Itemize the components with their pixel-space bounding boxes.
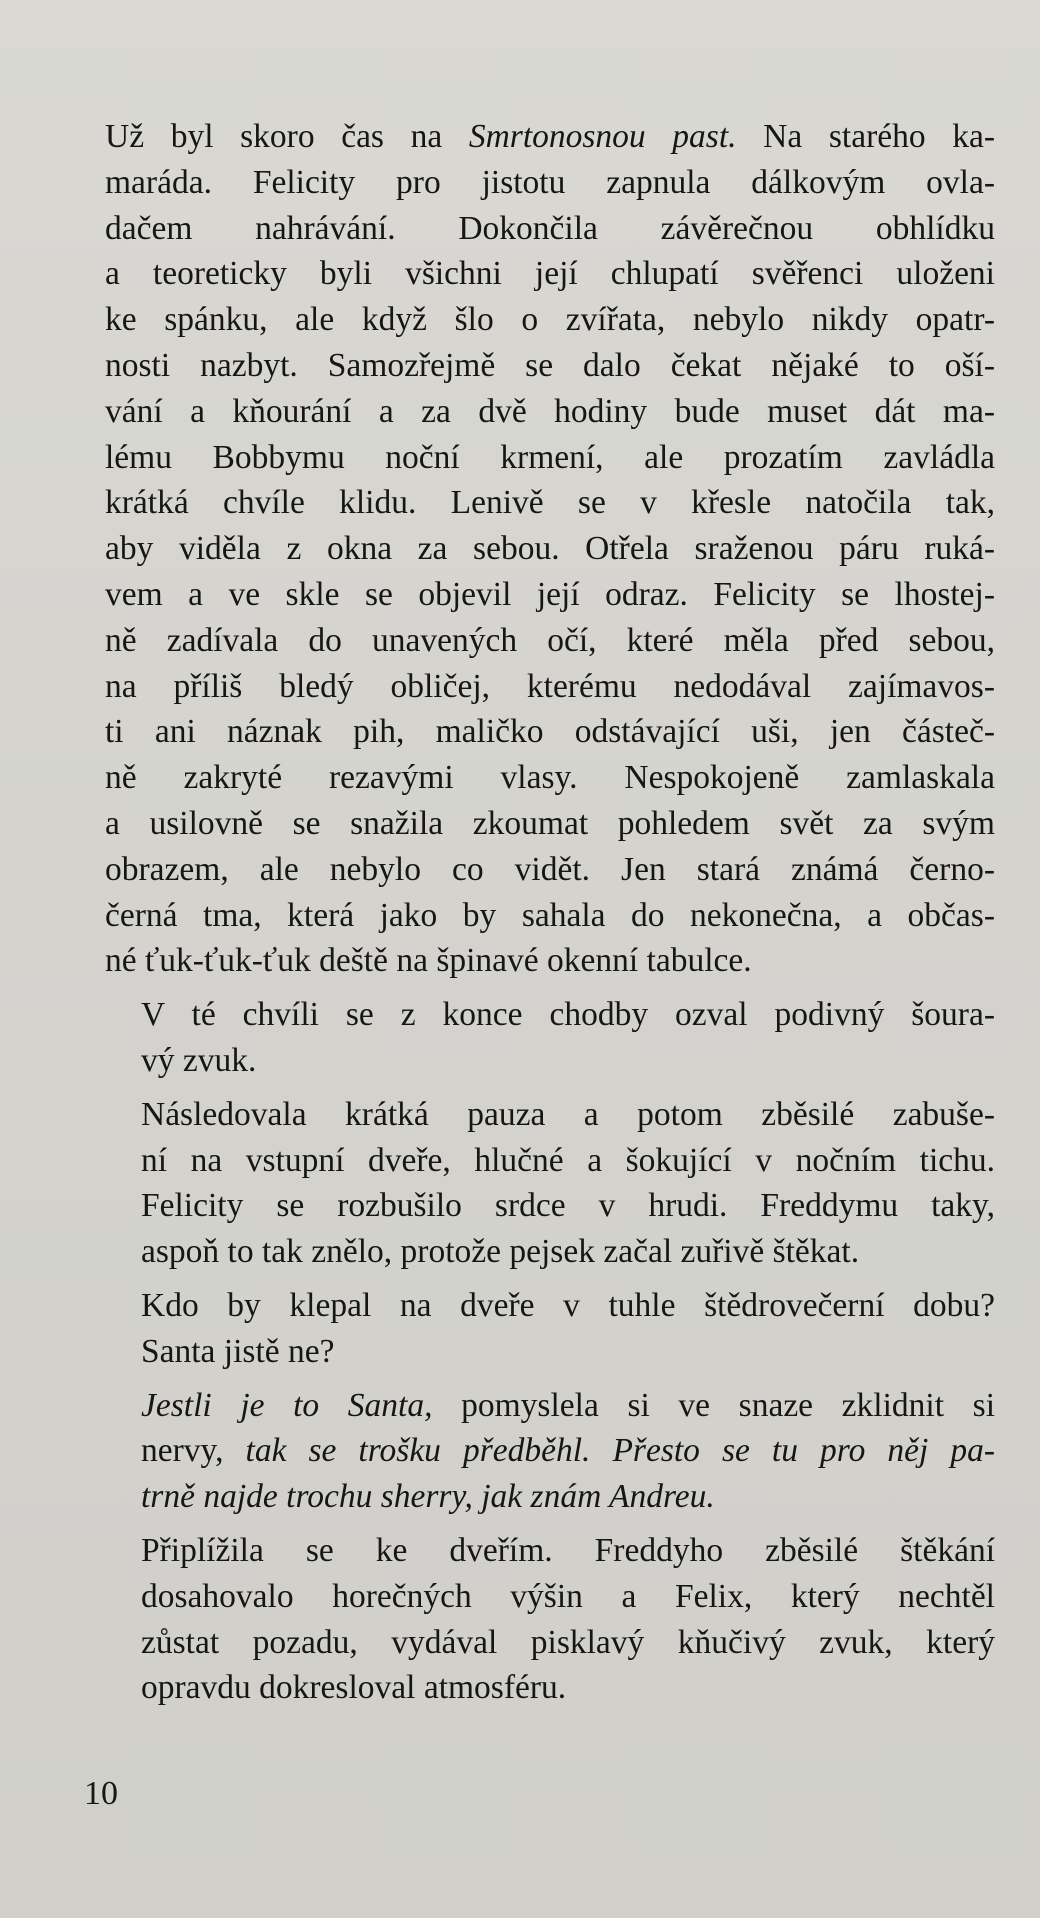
text-line xyxy=(105,1620,995,1666)
text-segment: ní na vstupní dveře, hlučné a šokující v nočním tichu. xyxy=(141,1141,995,1179)
text-line xyxy=(105,847,995,893)
text-line xyxy=(105,938,995,984)
text-line xyxy=(105,160,995,206)
text-segment: nervy, xyxy=(141,1432,246,1470)
paragraph xyxy=(105,992,995,1084)
text-segment: nosti nazbyt. Samozřejmě se dalo čekat nějaké to oší- xyxy=(105,346,995,384)
text-segment: Smrtonosnou past. xyxy=(468,118,737,155)
text-segment: Už byl skoro čas na xyxy=(105,118,469,155)
paragraph xyxy=(105,1528,995,1711)
text-segment: V té chvíli se z konce chodby ozval podivný šoura- xyxy=(141,996,995,1034)
text-segment: ti ani náznak pih, maličko odstávající uši, jen částeč- xyxy=(105,713,995,751)
text-line xyxy=(105,1428,995,1474)
text-segment: opravdu dokresloval atmosféru. xyxy=(141,1669,567,1707)
text-segment: dačem nahrávání. Dokončila závěrečnou obhlídku xyxy=(105,209,995,247)
text-segment: a teoreticky byli všichni její chlupatí svěřenci uloženi xyxy=(105,255,995,293)
text-line xyxy=(105,755,995,801)
text-segment: vání a kňourání a za dvě hodiny bude muset dát ma- xyxy=(105,392,995,430)
text-segment: vem a ve skle se objevil její odraz. Felicity se lhostej- xyxy=(105,575,995,613)
text-segment: krátká chvíle klidu. Lenivě se v křesle natočila tak, xyxy=(105,484,995,522)
text-line xyxy=(105,251,995,297)
text-segment: vý zvuk. xyxy=(141,1041,257,1079)
text-line xyxy=(105,992,995,1038)
text-line xyxy=(105,480,995,526)
paragraph xyxy=(105,1383,995,1520)
text-line xyxy=(105,206,995,252)
text-line xyxy=(105,1038,995,1084)
text-segment: ke spánku, ale když šlo o zvířata, nebylo nikdy opatr- xyxy=(105,301,995,339)
text-line xyxy=(105,1528,995,1574)
text-segment: trně najde trochu sherry, jak znám Andreu. xyxy=(141,1478,715,1516)
text-segment: Na starého ka- xyxy=(736,118,995,155)
text-segment: Kdo by klepal na dveře v tuhle štědrovečerní dobu? xyxy=(141,1286,995,1324)
text-segment: na příliš bledý obličej, kterému nedodával zajímavos- xyxy=(105,667,995,705)
text-line xyxy=(105,618,995,664)
text-line xyxy=(105,893,995,939)
text-line xyxy=(105,435,995,481)
text-line xyxy=(105,297,995,343)
text-line xyxy=(105,1665,995,1711)
text-line xyxy=(105,343,995,389)
text-segment: aspoň to tak znělo, protože pejsek začal zuřivě štěkat. xyxy=(141,1233,860,1271)
paragraph xyxy=(105,1092,995,1275)
text-line xyxy=(105,1383,995,1429)
paragraph xyxy=(105,1283,995,1375)
text-line xyxy=(105,1574,995,1620)
text-line xyxy=(105,1092,995,1138)
text-line xyxy=(105,1183,995,1229)
text-segment: ně zakryté rezavými vlasy. Nespokojeně zamlaskala xyxy=(105,759,995,797)
text-line xyxy=(105,572,995,618)
text-line xyxy=(105,1229,995,1275)
text-segment: Felicity se rozbušilo srdce v hrudi. Freddymu taky, xyxy=(141,1187,995,1225)
text-segment: Santa jistě ne? xyxy=(141,1332,335,1370)
text-segment: pomyslela si ve snaze zklidnit si xyxy=(432,1386,995,1424)
text-line xyxy=(105,114,995,160)
text-line xyxy=(105,1138,995,1184)
page-number: 10 xyxy=(84,1775,118,1812)
text-segment: maráda. Felicity pro jistotu zapnula dálkovým ovla- xyxy=(105,163,995,201)
text-line xyxy=(105,526,995,572)
body-text xyxy=(105,114,995,1719)
text-segment: né ťuk-ťuk-ťuk deště na špinavé okenní tabulce. xyxy=(105,942,752,980)
text-segment: obrazem, ale nebylo co vidět. Jen stará známá černo- xyxy=(105,850,995,888)
text-segment: Následovala krátká pauza a potom zběsilé zabuše- xyxy=(141,1095,995,1133)
text-line xyxy=(105,801,995,847)
text-line xyxy=(105,1283,995,1329)
text-segment: lému Bobbymu noční krmení, ale prozatím zavládla xyxy=(105,438,995,476)
text-line xyxy=(105,1329,995,1375)
text-segment: dosahovalo horečných výšin a Felix, který nechtěl xyxy=(141,1577,995,1615)
text-segment: aby viděla z okna za sebou. Otřela sraženou páru ruká- xyxy=(105,530,995,568)
text-segment: ně zadívala do unavených očí, které měla před sebou, xyxy=(105,621,995,659)
text-line xyxy=(105,389,995,435)
text-segment: černá tma, která jako by sahala do nekonečna, a občas- xyxy=(105,896,995,934)
text-line xyxy=(105,709,995,755)
paragraph xyxy=(105,114,995,984)
text-segment: zůstat pozadu, vydával pisklavý kňučivý zvuk, který xyxy=(141,1623,995,1661)
text-line xyxy=(105,664,995,710)
text-segment: tak se trošku předběhl. Přesto se tu pro něj pa- xyxy=(245,1432,995,1470)
text-line xyxy=(105,1474,995,1520)
text-segment: a usilovně se snažila zkoumat pohledem svět za svým xyxy=(105,804,995,842)
text-segment: Připlížila se ke dveřím. Freddyho zběsilé štěkání xyxy=(141,1531,995,1569)
text-segment: Jestli je to Santa, xyxy=(141,1386,433,1424)
